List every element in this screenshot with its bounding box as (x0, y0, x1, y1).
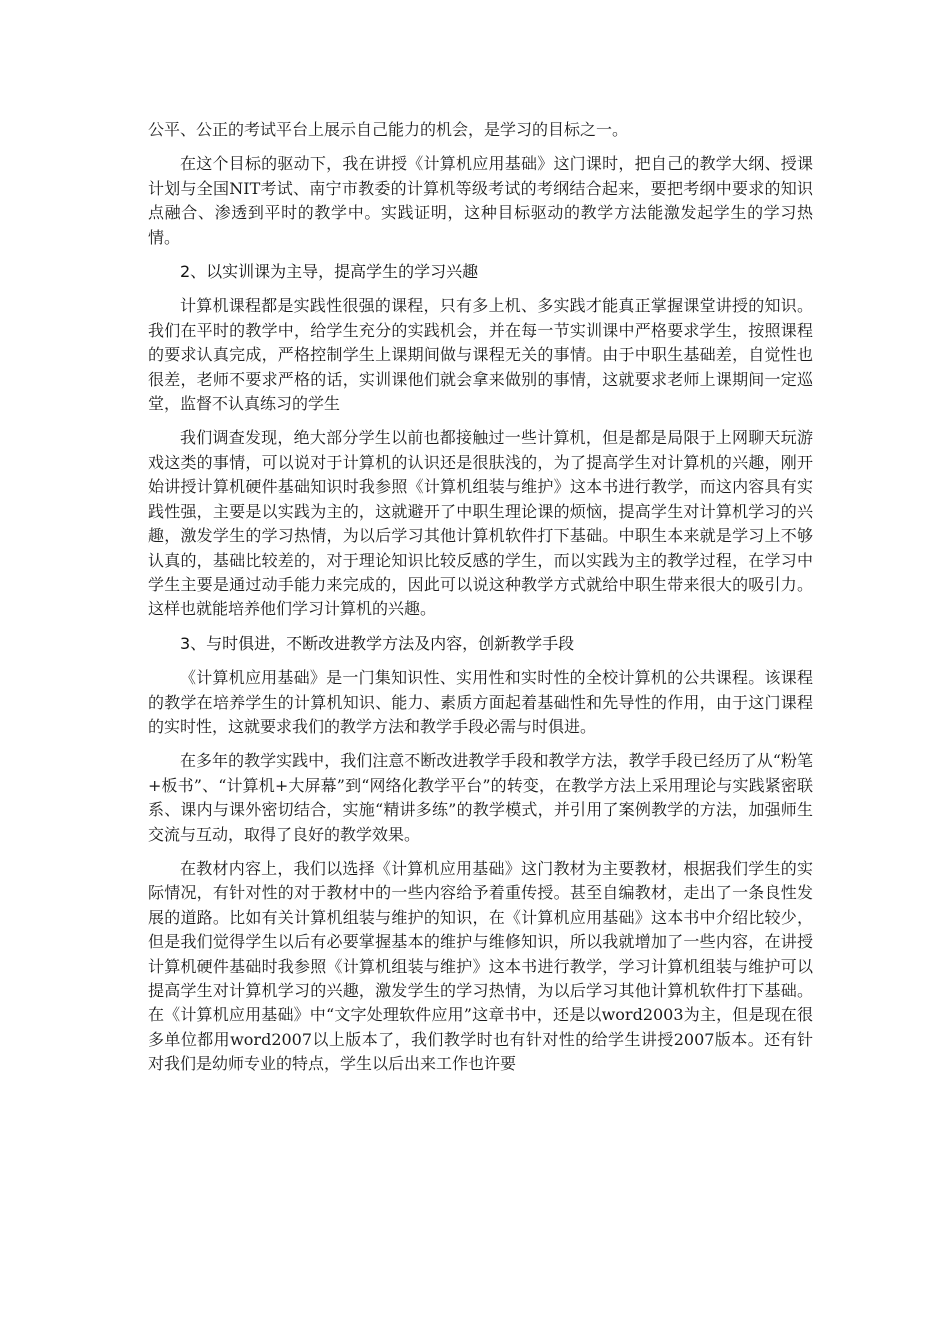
paragraph-course-description: 《计算机应用基础》是一门集知识性、实用性和实时性的全校计算机的公共课程。该课程的教学在培养学生的计算机知识、能力、素质方面起着基础性和先导性的作用，由于这门课程的实时性，这就要求我们的教学方法和教学手段必需与时俱进。 (148, 668, 813, 736)
paragraph-textbook-content: 在教材内容上，我们以选择《计算机应用基础》这门教材为主要教材，根据我们学生的实际情况，有针对性的对于教材中的一些内容给予着重传授。甚至自编教材，走出了一条良性发展的道路。比如有关计算机组装与维护的知识，在《计算机应用基础》这本书中介绍比较少，但是我们觉得学生以后有必要掌握基本的维护与维修知识，所以我就增加了一些内容，在讲授计算机硬件基础时我参照《计算机组装与维护》这本书进行教学，学习计算机组装与维护可以提高学生对计算机学习的兴趣，激发学生的学习热情，为以后学习其他计算机软件打下基础。在《计算机应用基础》中“文字处理软件应用”这章书中，还是以word2003为主，但是现在很多单位都用word2007以上版本了，我们教学时也有针对性的给学生讲授2007版本。还有针对我们是幼师专业的特点，学生以后出来工作也许要 (148, 858, 813, 1074)
paragraph-teaching-methods: 在多年的教学实践中，我们注意不断改进教学手段和教学方法，教学手段已经历了从“粉笔+板书”、“计算机+大屏幕”到“网络化教学平台”的转变，在教学方法上采用理论与实践紧密联系、课内与课外密切结合，实施“精讲多练”的教学模式，并引用了案例教学的方法，加强师生交流与互动，取得了良好的教学效果。 (148, 751, 813, 844)
section-heading-2: 2、以实训课为主导，提高学生的学习兴趣 (180, 262, 479, 282)
section-heading-3: 3、与时俱进，不断改进教学方法及内容，创新教学手段 (180, 633, 575, 653)
paragraph-student-survey: 我们调查发现，绝大部分学生以前也都接触过一些计算机，但是都是局限于上网聊天玩游戏这类的事情，可以说对于计算机的认识还是很肤浅的，为了提高学生对计算机的兴趣，刚开始讲授计算机硬件基础知识时我参照《计算机组装与维护》这本书进行教学，而这内容具有实践性强，主要是以实践为主的，这就避开了中职生理论课的烦恼，提高学生对计算机学习的兴趣，激发学生的学习热情，为以后学习其他计算机软件打下基础。中职生本来就是学习上不够认真的，基础比较差的，对于理论知识比较反感的学生，而以实践为主的教学过程，在学习中学生主要是通过动手能力来完成的，因此可以说这种教学方式就给中职生带来很大的吸引力。这样也就能培养他们学习计算机的兴趣。 (148, 428, 813, 619)
document-page (148, 118, 813, 1077)
paragraph-goal-driven-teaching: 在这个目标的驱动下，我在讲授《计算机应用基础》这门课时，把自己的教学大纲、授课计划与全国NIT考试、南宁市教委的计算机等级考试的考纲结合起来，要把考纲中要求的知识点融合、渗透到平时的教学中。实践证明，这种目标驱动的教学方法能激发起学生的学习热情。 (148, 154, 813, 247)
paragraph-exam-goal: 公平、公正的考试平台上展示自己能力的机会，是学习的目标之一。 (148, 120, 629, 139)
paragraph-practical-courses: 计算机课程都是实践性很强的课程，只有多上机、多实践才能真正掌握课堂讲授的知识。我们在平时的教学中，给学生充分的实践机会，并在每一节实训课中严格要求学生，按照课程的要求认真完成，严格控制学生上课期间做与课程无关的事情。由于中职生基础差，自觉性也很差，老师不要求严格的话，实训课他们就会拿来做别的事情，这就要求老师上课期间一定巡堂，监督不认真练习的学生 (148, 296, 813, 414)
